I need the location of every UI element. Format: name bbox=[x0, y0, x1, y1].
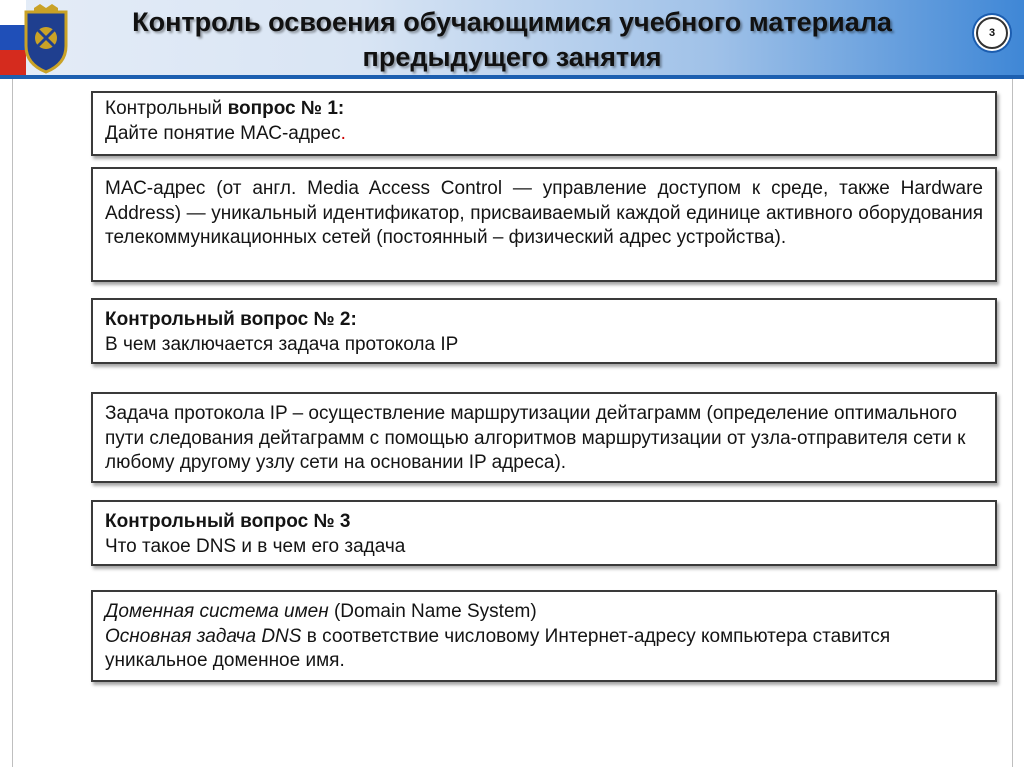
question-1-text: Дайте понятие МАС-адрес bbox=[105, 122, 341, 144]
question-3-text: Что такое DNS и в чем его задача bbox=[105, 535, 406, 557]
question-1-label-plain: Контрольный bbox=[105, 98, 228, 119]
answer-3-line-1-italic: Доменная система имен bbox=[105, 601, 329, 622]
question-1-trailing: . bbox=[340, 122, 346, 144]
title-line-1: Контроль освоения обучающимися учебного материала bbox=[132, 7, 892, 37]
answer-3-line-1-rest: (Domain Name System) bbox=[328, 601, 537, 622]
question-3-label: Контрольный вопрос № 3 bbox=[105, 511, 351, 532]
answer-3-box bbox=[91, 590, 997, 682]
answer-1-box bbox=[91, 167, 997, 282]
answer-1-text: МАС-адрес (от англ. Media Access Control — управление доступом к среде, также Hardware Address) — уникальный идентификатор, присваиваемый каждой единице активного оборудования телекоммуникационных сетей (постоянный – физический адрес устройства). bbox=[105, 178, 983, 248]
title-bar bbox=[0, 0, 1024, 79]
question-2-box bbox=[91, 298, 997, 364]
page-number-badge: 3 bbox=[976, 17, 1008, 49]
answer-2-box bbox=[91, 392, 997, 483]
emblem-icon bbox=[18, 2, 74, 74]
page-title bbox=[70, 5, 954, 75]
answer-3-line-2-italic: Основная задача DNS bbox=[105, 625, 302, 647]
question-3-box bbox=[91, 500, 997, 566]
answer-3-line-2-rest: в соответствие числовому Интернет-адресу компьютера ставится уникальное доменное имя. bbox=[105, 625, 891, 671]
left-margin-line bbox=[12, 79, 13, 767]
question-1-label-bold: вопрос № 1: bbox=[227, 98, 345, 119]
question-2-text: В чем заключается задача протокола IP bbox=[105, 333, 459, 355]
right-margin-line bbox=[1012, 79, 1013, 767]
question-2-label: Контрольный вопрос № 2: bbox=[105, 309, 357, 330]
header-underline bbox=[0, 75, 1024, 79]
question-1-box bbox=[91, 91, 997, 156]
answer-2-text: Задача протокола IP – осуществление маршрутизации дейтаграмм (определение оптимального пути следования дейтаграмм с помощью алгоритмов маршрутизации от узла-отправителя сети к любому другому узлу сети на основании IP адреса). bbox=[105, 403, 966, 473]
title-line-2: предыдущего занятия bbox=[362, 42, 662, 72]
